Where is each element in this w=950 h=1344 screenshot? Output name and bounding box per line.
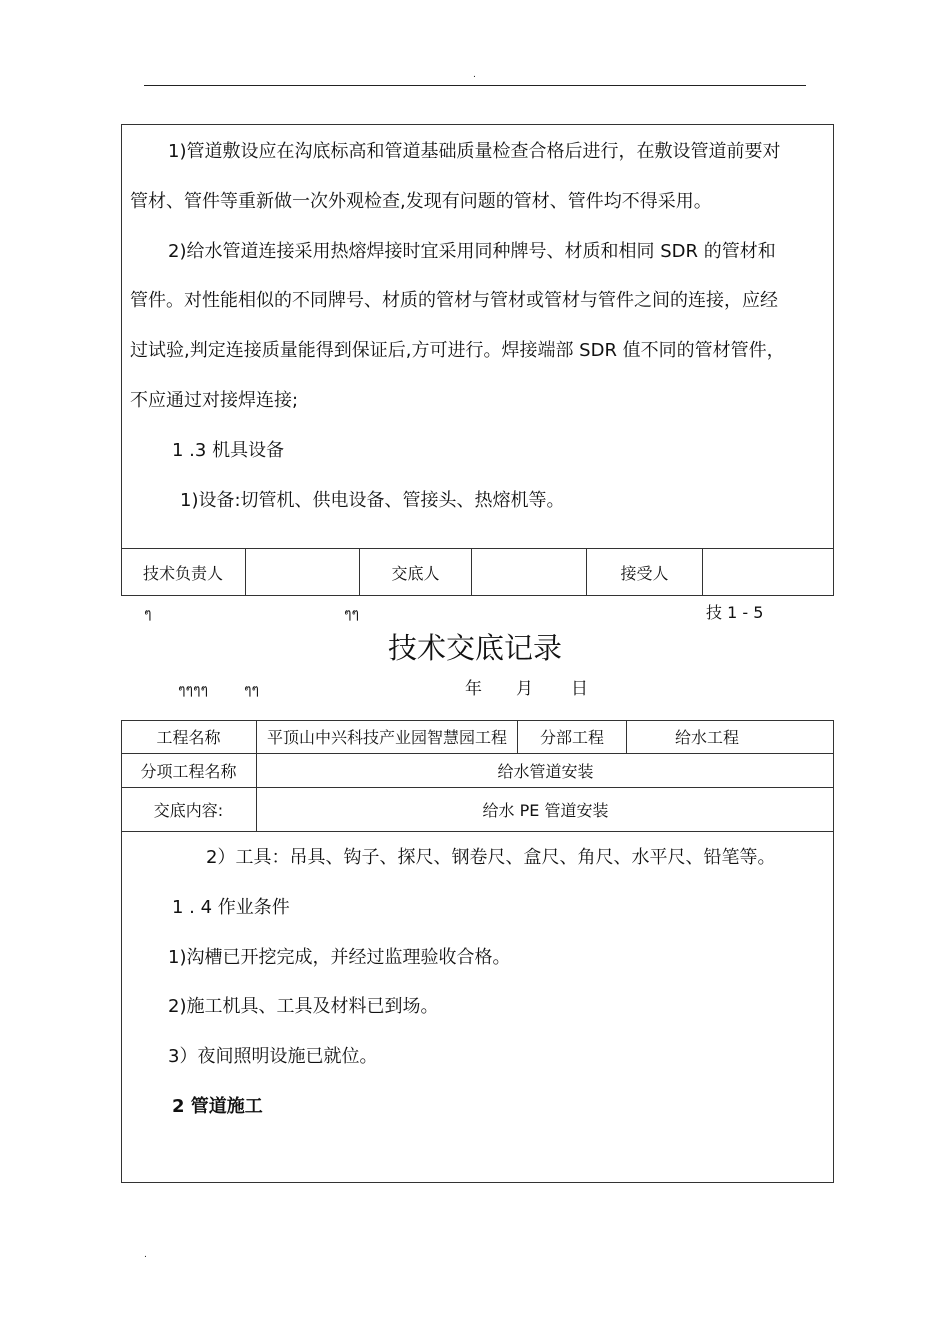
record-code: 技 1 - 5 (706, 603, 764, 622)
paragraph-4: 管件。对性能相似的不同牌号、材质的管材与管材或管材与管件之间的连接，应经 (130, 290, 778, 311)
content-value: 给水 PE 管道安装 (482, 800, 609, 820)
tech-lead-signature (246, 548, 360, 596)
record-mark-row2-b: ๆๆ (244, 682, 260, 698)
section-heading-equipment: 1 .3 机具设备 (172, 440, 285, 461)
project-name-label: 工程名称 (121, 720, 257, 753)
record-title: 技术交底记录 (387, 631, 562, 665)
subitem-label: 分项工程名称 (121, 753, 257, 787)
record-mark-left: ๆ (144, 606, 152, 622)
section-heading-pipe-construction: 2 管道施工 (172, 1096, 263, 1117)
table-row-divider (121, 831, 834, 832)
project-name-value: 平顶山中兴科技产业园智慧园工程 (257, 720, 518, 753)
paragraph-5: 过试验,判定连接质量能得到保证后,方可进行。焊接端部 SDR 值不同的管材管件， (130, 340, 785, 361)
condition-1: 1)沟槽已开挖完成，并经过监理验收合格。 (168, 947, 511, 968)
date-day: 日 (571, 679, 588, 699)
condition-3: 3）夜间照明设施已就位。 (168, 1046, 378, 1067)
discloser-signature (472, 548, 587, 596)
paragraph-equipment: 1)设备:切管机、供电设备、管接头、热熔机等。 (180, 490, 565, 511)
division-value: 给水工程 (674, 728, 739, 747)
paragraph-2: 管材、管件等重新做一次外观检查,发现有问题的管材、管件均不得采用。 (130, 191, 712, 212)
discloser-label: 交底人 (360, 548, 472, 596)
footer-mark: . (144, 1250, 147, 1260)
date-month: 月 (516, 679, 533, 699)
content-label: 交底内容: (121, 787, 257, 831)
header-rule (144, 85, 806, 86)
condition-2: 2)施工机具、工具及材料已到场。 (168, 996, 439, 1017)
subitem-value: 给水管道安装 (497, 761, 594, 781)
paragraph-3: 2)给水管道连接采用热熔焊接时宜采用同种牌号、材质和相同 SDR 的管材和 (168, 241, 776, 262)
tech-lead-label: 技术负责人 (121, 548, 246, 596)
record-mark-mid: ๆๆ (344, 606, 360, 622)
body-tools: 2）工具：吊具、钩子、探尺、钢卷尺、盒尺、角尺、水平尺、铅笔等。 (206, 847, 776, 868)
paragraph-1: 1)管道敷设应在沟底标高和管道基础质量检查合格后进行，在敷设管道前要对 (168, 141, 781, 162)
paragraph-6: 不应通过对接焊连接; (130, 390, 299, 411)
receiver-signature (703, 548, 834, 596)
record-mark-row2-a: ๆๆๆๆ (178, 682, 209, 698)
section-heading-conditions: 1 . 4 作业条件 (172, 897, 290, 918)
date-year: 年 (465, 679, 482, 699)
receiver-label: 接受人 (587, 548, 703, 596)
division-label: 分部工程 (518, 720, 627, 753)
header-mark: . (473, 70, 476, 80)
